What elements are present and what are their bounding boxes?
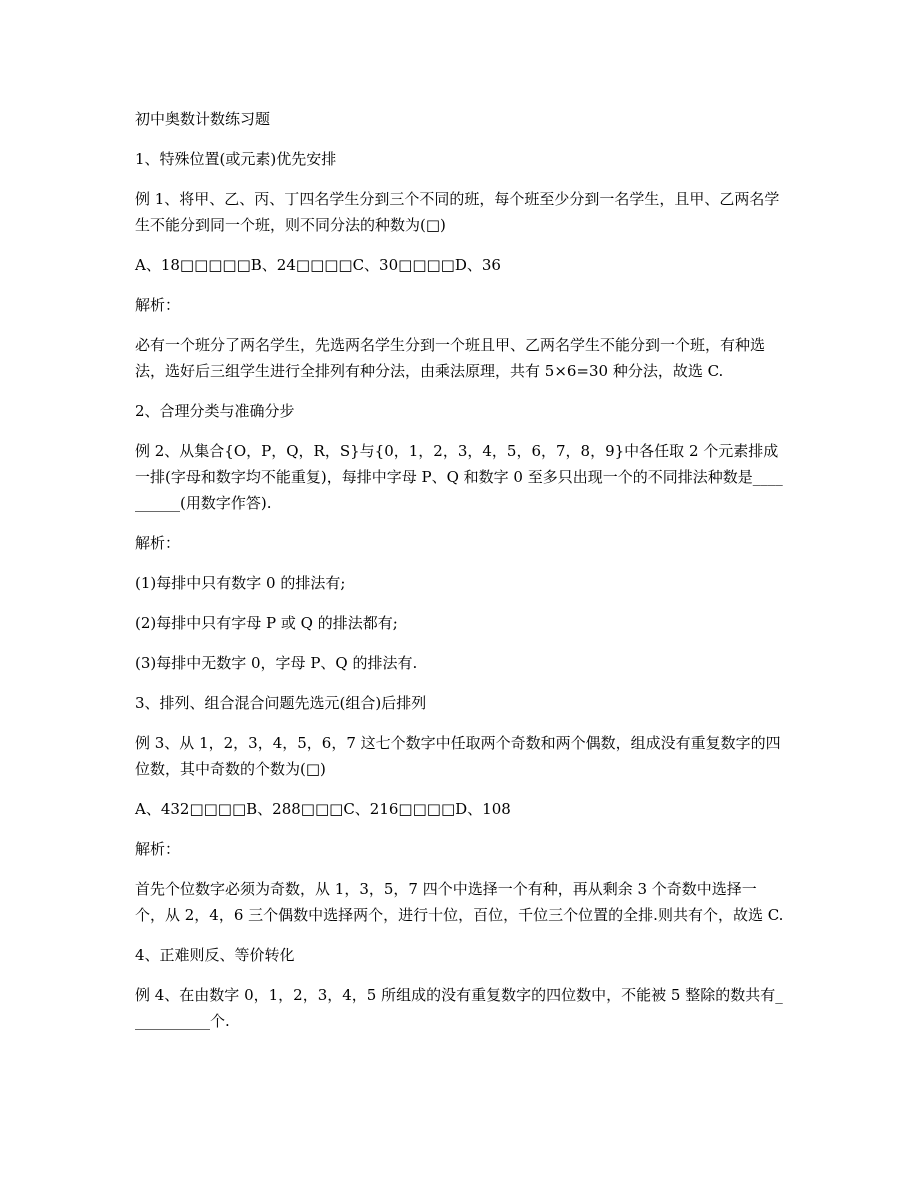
document-title: 初中奥数计数练习题: [135, 110, 271, 128]
example-1-options: A、18□□□□□B、24□□□□C、30□□□□D、36: [135, 256, 501, 274]
example-1-analysis: 必有一个班分了两名学生，先选两名学生分到一个班且甲、乙两名学生不能分到一个班，有种选法，选好后三组学生进行全排列有种分法，由乘法原理，共有 5×6=30 种分法，故选 C.: [135, 336, 766, 380]
example-2-case-2: (2)每排中只有字母 P 或 Q 的排法都有;: [135, 614, 398, 632]
example-2-analysis-label: 解析：: [135, 534, 181, 552]
example-2-question: 例 2、从集合{O，P，Q，R，S}与{0，1，2，3，4，5，6，7，8，9}中各任取 2 个元素排成一排(字母和数字均不能重复)，每排中字母 P、Q 和数字 0 至多只出现一个的不同排法种数是__________(用数字作答).: [135, 442, 783, 512]
example-3-analysis: 首先个位数字必须为奇数，从 1，3，5，7 四个中选择一个有种，再从剩余 3 个奇数中选择一个，从 2，4，6 三个偶数中选择两个，进行十位，百位，千位三个位置的全排.则共有个，故选 C.: [135, 880, 784, 924]
example-2-case-3: (3)每排中无数字 0，字母 P、Q 的排法有.: [135, 654, 418, 672]
section-heading-2: 2、合理分类与准确分步: [135, 402, 295, 420]
example-2-case-1: (1)每排中只有数字 0 的排法有;: [135, 574, 346, 592]
example-3-analysis-label: 解析：: [135, 840, 181, 858]
section-heading-4: 4、正难则反、等价转化: [135, 946, 295, 964]
example-3-options: A、432□□□□B、288□□□C、216□□□□D、108: [135, 800, 511, 818]
section-heading-1: 1、特殊位置(或元素)优先安排: [135, 150, 337, 168]
example-1-analysis-label: 解析：: [135, 296, 181, 314]
document-page: [135, 106, 785, 1034]
example-3-question: 例 3、从 1，2，3，4，5，6，7 这七个数字中任取两个奇数和两个偶数，组成没有重复数字的四位数，其中奇数的个数为(□): [135, 734, 781, 778]
example-1-question: 例 1、将甲、乙、丙、丁四名学生分到三个不同的班，每个班至少分到一名学生，且甲、乙两名学生不能分到同一个班，则不同分法的种数为(□): [135, 190, 780, 234]
example-4-question: 例 4、在由数字 0，1，2，3，4，5 所组成的没有重复数字的四位数中，不能被 5 整除的数共有___________个.: [135, 986, 783, 1030]
section-heading-3: 3、排列、组合混合问题先选元(组合)后排列: [135, 694, 427, 712]
